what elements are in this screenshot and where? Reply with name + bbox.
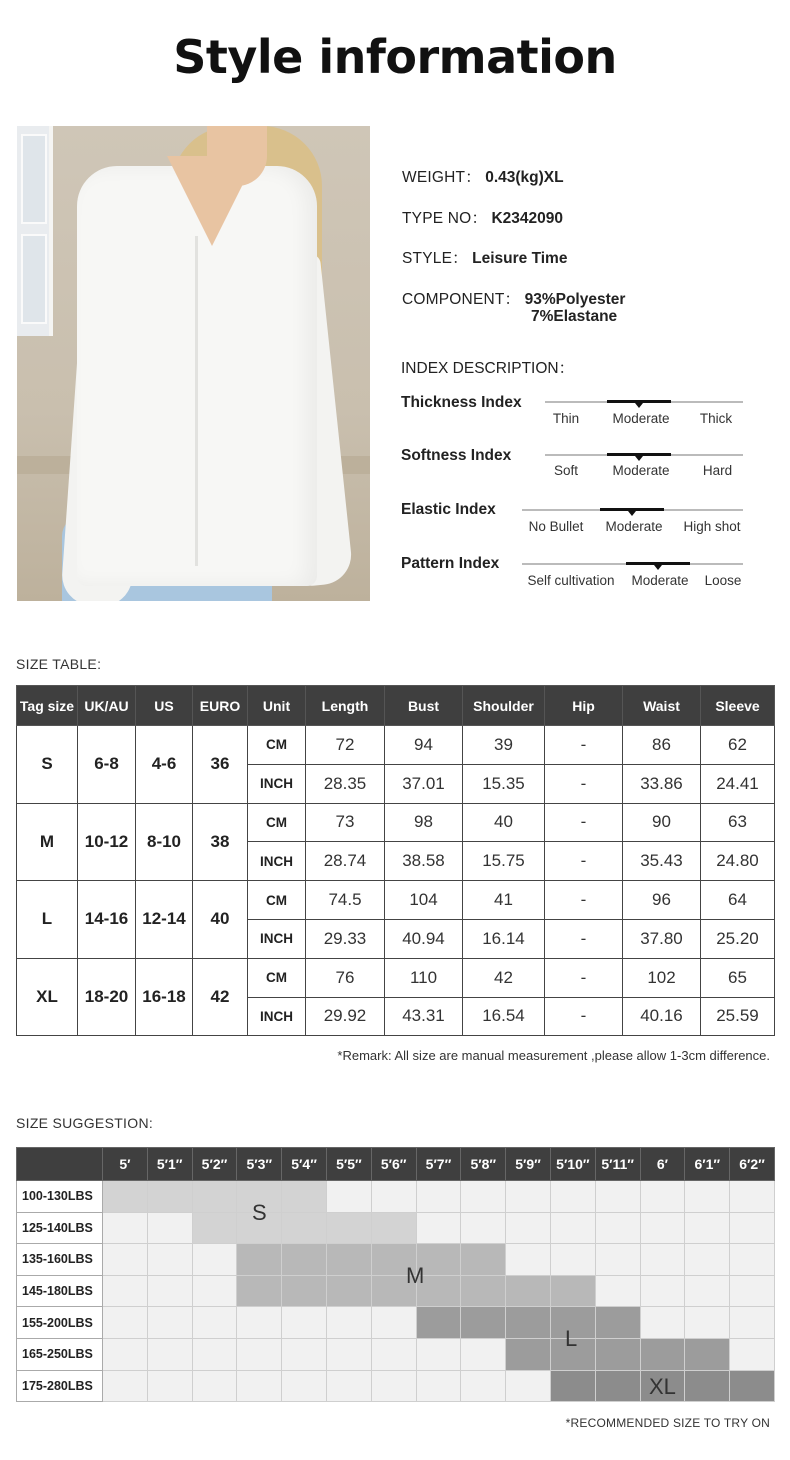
zone-label-m: M	[406, 1263, 425, 1288]
uk-au-cell: 10-12	[78, 803, 136, 881]
header-unit: Unit	[248, 686, 306, 726]
euro-cell: 40	[193, 881, 248, 959]
size-table-label: SIZE TABLE:	[16, 656, 102, 672]
unit-cell: INCH	[248, 842, 306, 881]
length-cell: 28.74	[306, 842, 385, 881]
length-cell: 28.35	[306, 764, 385, 803]
tag-size-cell: L	[17, 881, 78, 959]
spec-weight-label: WEIGHT：	[402, 169, 481, 186]
spec-component-value-2: 7%Elastane	[531, 308, 618, 325]
weight-label: 145-180LBS	[17, 1275, 103, 1307]
weight-row	[17, 1181, 775, 1213]
zone-label-xl: XL	[649, 1374, 676, 1399]
table-row	[17, 803, 775, 842]
hip-cell: -	[545, 881, 623, 920]
unit-cell: CM	[248, 881, 306, 920]
length-cell: 29.92	[306, 997, 385, 1036]
length-cell: 73	[306, 803, 385, 842]
spec-style	[402, 246, 567, 268]
unit-cell: INCH	[248, 764, 306, 803]
header-bust: Bust	[385, 686, 463, 726]
spec-style-label: STYLE：	[402, 250, 468, 267]
euro-cell: 38	[193, 803, 248, 881]
sleeve-cell: 64	[701, 881, 775, 920]
height-header: 6′2″	[730, 1148, 775, 1181]
weight-label: 155-200LBS	[17, 1307, 103, 1339]
pattern-opt-loose: Loose	[704, 573, 742, 588]
height-header: 5′1″	[147, 1148, 192, 1181]
euro-cell: 36	[193, 726, 248, 804]
us-cell: 8-10	[136, 803, 193, 881]
sleeve-cell: 63	[701, 803, 775, 842]
tag-size-cell: S	[17, 726, 78, 804]
waist-cell: 37.80	[623, 919, 701, 958]
height-header: 5′2″	[192, 1148, 237, 1181]
height-header: 5′8″	[461, 1148, 506, 1181]
thickness-opt-moderate: Moderate	[612, 411, 670, 426]
length-cell: 29.33	[306, 919, 385, 958]
us-cell: 12-14	[136, 881, 193, 959]
zone-label-l: L	[565, 1326, 578, 1351]
header-waist: Waist	[623, 686, 701, 726]
softness-index-label: Softness Index	[401, 447, 512, 464]
bust-cell: 40.94	[385, 919, 463, 958]
waist-cell: 96	[623, 881, 701, 920]
shoulder-cell: 39	[463, 726, 545, 765]
shoulder-cell: 40	[463, 803, 545, 842]
hip-cell: -	[545, 726, 623, 765]
elastic-opt-high-shot: High shot	[683, 519, 741, 534]
product-photo	[17, 126, 370, 601]
header-uk-au: UK/AU	[78, 686, 136, 726]
size-table-remark: *Remark: All size are manual measurement ,please allow 1-3cm difference.	[337, 1048, 770, 1063]
unit-cell: CM	[248, 958, 306, 997]
height-header: 5′10″	[550, 1148, 595, 1181]
hip-cell: -	[545, 958, 623, 997]
height-header: 6′1″	[685, 1148, 730, 1181]
shoulder-cell: 15.75	[463, 842, 545, 881]
weight-label: 175-280LBS	[17, 1370, 103, 1402]
weight-row	[17, 1244, 775, 1276]
table-row	[17, 958, 775, 997]
corner-cell	[17, 1148, 103, 1181]
height-header: 6′	[640, 1148, 685, 1181]
size-table	[16, 685, 775, 1036]
length-cell: 74.5	[306, 881, 385, 920]
sleeve-cell: 25.59	[701, 997, 775, 1036]
us-cell: 16-18	[136, 958, 193, 1036]
weight-label: 100-130LBS	[17, 1181, 103, 1213]
spec-component-value-1: 93%Polyester	[524, 291, 626, 308]
tag-size-cell: M	[17, 803, 78, 881]
hip-cell: -	[545, 842, 623, 881]
elastic-index-pointer	[628, 511, 636, 516]
height-header: 5′5″	[326, 1148, 371, 1181]
header-us: US	[136, 686, 193, 726]
thickness-opt-thick: Thick	[699, 411, 733, 426]
pattern-opt-self-cultivation: Self cultivation	[527, 573, 615, 588]
bust-cell: 110	[385, 958, 463, 997]
thickness-index-label: Thickness Index	[401, 394, 522, 411]
weight-row	[17, 1307, 775, 1339]
weight-row	[17, 1338, 775, 1370]
zone-label-s: S	[252, 1200, 267, 1225]
weight-label: 135-160LBS	[17, 1244, 103, 1276]
tag-size-cell: XL	[17, 958, 78, 1036]
hip-cell: -	[545, 997, 623, 1036]
header-hip: Hip	[545, 686, 623, 726]
waist-cell: 86	[623, 726, 701, 765]
size-suggestion-grid	[16, 1147, 775, 1402]
weight-row	[17, 1275, 775, 1307]
height-header: 5′9″	[506, 1148, 551, 1181]
spec-component	[402, 287, 625, 309]
length-cell: 76	[306, 958, 385, 997]
weight-row	[17, 1212, 775, 1244]
waist-cell: 90	[623, 803, 701, 842]
header-length: Length	[306, 686, 385, 726]
thickness-index-pointer	[635, 403, 643, 408]
uk-au-cell: 18-20	[78, 958, 136, 1036]
waist-cell: 102	[623, 958, 701, 997]
index-heading: INDEX DESCRIPTION：	[401, 360, 575, 377]
height-header: 5′11″	[595, 1148, 640, 1181]
euro-cell: 42	[193, 958, 248, 1036]
unit-cell: CM	[248, 726, 306, 765]
waist-cell: 33.86	[623, 764, 701, 803]
spec-component-2	[531, 308, 617, 326]
header-euro: EURO	[193, 686, 248, 726]
hip-cell: -	[545, 919, 623, 958]
bust-cell: 94	[385, 726, 463, 765]
height-header: 5′4″	[282, 1148, 327, 1181]
unit-cell: CM	[248, 803, 306, 842]
shoulder-cell: 41	[463, 881, 545, 920]
size-table-header	[17, 686, 775, 726]
size-suggestion-label: SIZE SUGGESTION:	[16, 1115, 154, 1131]
softness-index-pointer	[635, 456, 643, 461]
uk-au-cell: 6-8	[78, 726, 136, 804]
spec-type-value: K2342090	[491, 210, 563, 227]
unit-cell: INCH	[248, 919, 306, 958]
spec-type-label: TYPE NO：	[402, 210, 488, 227]
height-header: 5′	[103, 1148, 148, 1181]
height-header-row	[17, 1148, 775, 1181]
pattern-index-pointer	[654, 565, 662, 570]
spec-component-label: COMPONENT：	[402, 291, 521, 308]
height-header: 5′6″	[371, 1148, 416, 1181]
softness-opt-hard: Hard	[702, 463, 733, 478]
header-sleeve: Sleeve	[701, 686, 775, 726]
elastic-opt-moderate: Moderate	[605, 519, 663, 534]
page-title: Style information	[173, 30, 617, 84]
thickness-opt-thin: Thin	[552, 411, 580, 426]
weight-label: 165-250LBS	[17, 1338, 103, 1370]
pattern-opt-moderate: Moderate	[631, 573, 689, 588]
header-tag-size: Tag size	[17, 686, 78, 726]
weight-label: 125-140LBS	[17, 1212, 103, 1244]
size-suggestion-footnote: *RECOMMENDED SIZE TO TRY ON	[565, 1416, 770, 1430]
spec-type	[402, 206, 563, 228]
uk-au-cell: 14-16	[78, 881, 136, 959]
length-cell: 72	[306, 726, 385, 765]
sleeve-cell: 24.41	[701, 764, 775, 803]
bust-cell: 43.31	[385, 997, 463, 1036]
table-row	[17, 881, 775, 920]
shoulder-cell: 16.54	[463, 997, 545, 1036]
shoulder-cell: 15.35	[463, 764, 545, 803]
softness-opt-soft: Soft	[553, 463, 578, 478]
height-header: 5′3″	[237, 1148, 282, 1181]
bust-cell: 104	[385, 881, 463, 920]
shoulder-cell: 16.14	[463, 919, 545, 958]
unit-cell: INCH	[248, 997, 306, 1036]
softness-opt-moderate: Moderate	[612, 463, 670, 478]
spec-weight	[402, 165, 564, 187]
bust-cell: 38.58	[385, 842, 463, 881]
height-header: 5′7″	[416, 1148, 461, 1181]
header-shoulder: Shoulder	[463, 686, 545, 726]
shoulder-cell: 42	[463, 958, 545, 997]
bust-cell: 37.01	[385, 764, 463, 803]
pattern-index-label: Pattern Index	[401, 555, 500, 572]
elastic-index-label: Elastic Index	[401, 501, 496, 518]
bust-cell: 98	[385, 803, 463, 842]
elastic-opt-no-bullet: No Bullet	[528, 519, 584, 534]
sleeve-cell: 62	[701, 726, 775, 765]
sleeve-cell: 25.20	[701, 919, 775, 958]
waist-cell: 35.43	[623, 842, 701, 881]
spec-style-value: Leisure Time	[472, 250, 568, 267]
hip-cell: -	[545, 803, 623, 842]
spec-weight-value: 0.43(kg)XL	[485, 169, 564, 186]
table-row	[17, 726, 775, 765]
sleeve-cell: 24.80	[701, 842, 775, 881]
hip-cell: -	[545, 764, 623, 803]
us-cell: 4-6	[136, 726, 193, 804]
waist-cell: 40.16	[623, 997, 701, 1036]
sleeve-cell: 65	[701, 958, 775, 997]
